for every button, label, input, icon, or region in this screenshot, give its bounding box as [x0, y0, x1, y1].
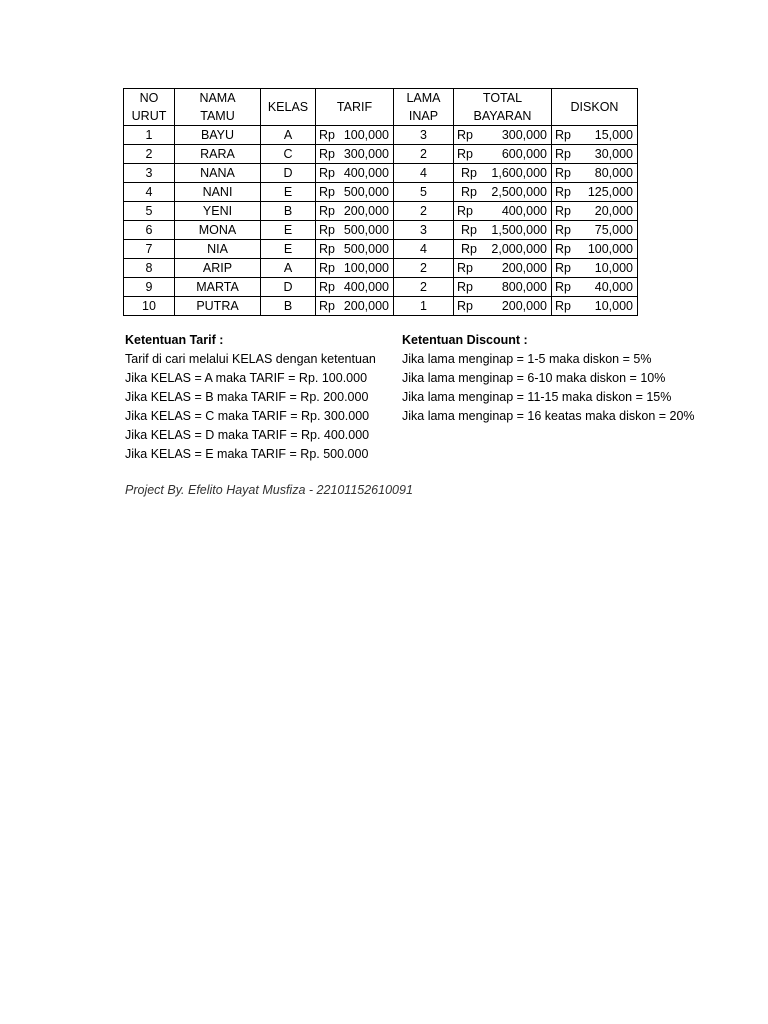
cell-total-bayaran	[454, 126, 552, 145]
cell-total-bayaran	[454, 240, 552, 259]
tarif-rule-line: Jika KELAS = B maka TARIF = Rp. 200.000	[125, 390, 369, 404]
currency-label: Rp	[555, 128, 571, 142]
table-row	[124, 126, 638, 145]
currency-label: Rp	[319, 261, 335, 275]
cell-diskon	[552, 259, 638, 278]
cell-no-urut: 9	[124, 278, 175, 297]
project-credit: Project By. Efelito Hayat Musfiza - 22101152610091	[125, 483, 413, 497]
cell-nama-tamu: BAYU	[175, 126, 261, 145]
cell-no-urut: 10	[124, 297, 175, 316]
header-total-line2: BAYARAN	[473, 109, 532, 123]
header-tarif: TARIF	[316, 89, 394, 126]
currency-label: Rp	[319, 128, 335, 142]
discount-rules-heading: Ketentuan Discount :	[402, 333, 528, 347]
cell-no-urut: 6	[124, 221, 175, 240]
amount-value: 40,000	[594, 280, 633, 294]
cell-diskon	[552, 164, 638, 183]
cell-lama-inap: 2	[394, 259, 454, 278]
cell-total-bayaran	[454, 278, 552, 297]
cell-nama-tamu: YENI	[175, 202, 261, 221]
currency-label: Rp	[457, 204, 473, 218]
table-row	[124, 221, 638, 240]
currency-label: Rp	[555, 280, 571, 294]
cell-diskon	[552, 126, 638, 145]
table-row	[124, 183, 638, 202]
cell-no-urut: 4	[124, 183, 175, 202]
currency-label: Rp	[461, 223, 477, 237]
cell-no-urut: 5	[124, 202, 175, 221]
cell-lama-inap: 2	[394, 145, 454, 164]
cell-diskon	[552, 297, 638, 316]
cell-lama-inap: 3	[394, 221, 454, 240]
amount-value: 2,500,000	[491, 185, 547, 199]
amount-value: 500,000	[343, 242, 389, 256]
header-nama-line1: NAMA	[199, 91, 236, 105]
cell-kelas: B	[261, 297, 316, 316]
table-row	[124, 145, 638, 164]
table-row	[124, 240, 638, 259]
cell-kelas: E	[261, 221, 316, 240]
cell-no-urut: 2	[124, 145, 175, 164]
discount-rule-line: Jika lama menginap = 6-10 maka diskon = 10%	[402, 371, 666, 385]
currency-label: Rp	[461, 166, 477, 180]
amount-value: 100,000	[587, 242, 633, 256]
cell-tarif	[316, 221, 394, 240]
discount-rule-line: Jika lama menginap = 11-15 maka diskon = 15%	[402, 390, 672, 404]
currency-label: Rp	[319, 242, 335, 256]
table-row	[124, 297, 638, 316]
tarif-rules	[125, 331, 376, 464]
currency-label: Rp	[555, 204, 571, 218]
currency-label: Rp	[319, 147, 335, 161]
cell-lama-inap: 2	[394, 278, 454, 297]
cell-diskon	[552, 145, 638, 164]
discount-rule-line: Jika lama menginap = 1-5 maka diskon = 5%	[402, 352, 652, 366]
cell-diskon	[552, 240, 638, 259]
amount-value: 300,000	[343, 147, 389, 161]
tarif-rule-line: Jika KELAS = C maka TARIF = Rp. 300.000	[125, 409, 370, 423]
amount-value: 15,000	[594, 128, 633, 142]
cell-diskon	[552, 278, 638, 297]
currency-label: Rp	[319, 185, 335, 199]
amount-value: 300,000	[501, 128, 547, 142]
cell-tarif	[316, 183, 394, 202]
cell-total-bayaran	[454, 259, 552, 278]
currency-label: Rp	[319, 299, 335, 313]
cell-total-bayaran	[454, 145, 552, 164]
cell-kelas: A	[261, 259, 316, 278]
currency-label: Rp	[555, 261, 571, 275]
amount-value: 100,000	[343, 261, 389, 275]
tarif-rule-line: Jika KELAS = A maka TARIF = Rp. 100.000	[125, 371, 368, 385]
guest-billing-table	[123, 88, 638, 316]
header-kelas: KELAS	[261, 89, 316, 126]
cell-tarif	[316, 297, 394, 316]
currency-label: Rp	[555, 147, 571, 161]
amount-value: 20,000	[594, 204, 633, 218]
tarif-rule-line: Jika KELAS = D maka TARIF = Rp. 400.000	[125, 428, 370, 442]
cell-tarif	[316, 259, 394, 278]
currency-label: Rp	[555, 242, 571, 256]
cell-diskon	[552, 183, 638, 202]
amount-value: 400,000	[501, 204, 547, 218]
cell-no-urut: 8	[124, 259, 175, 278]
table-row	[124, 164, 638, 183]
cell-kelas: C	[261, 145, 316, 164]
currency-label: Rp	[319, 166, 335, 180]
cell-nama-tamu: RARA	[175, 145, 261, 164]
currency-label: Rp	[319, 280, 335, 294]
amount-value: 600,000	[501, 147, 547, 161]
amount-value: 1,500,000	[491, 223, 547, 237]
cell-lama-inap: 2	[394, 202, 454, 221]
tarif-rule-line: Jika KELAS = E maka TARIF = Rp. 500.000	[125, 447, 369, 461]
amount-value: 75,000	[594, 223, 633, 237]
tarif-rule-line: Tarif di cari melalui KELAS dengan ketentuan	[125, 352, 376, 366]
currency-label: Rp	[457, 128, 473, 142]
currency-label: Rp	[555, 299, 571, 313]
amount-value: 200,000	[501, 299, 547, 313]
discount-rules	[402, 331, 695, 426]
currency-label: Rp	[555, 166, 571, 180]
amount-value: 400,000	[343, 280, 389, 294]
table-body	[124, 126, 638, 316]
currency-label: Rp	[457, 147, 473, 161]
currency-label: Rp	[461, 185, 477, 199]
cell-lama-inap: 4	[394, 240, 454, 259]
header-lama-inap	[394, 89, 454, 126]
amount-value: 200,000	[343, 299, 389, 313]
cell-nama-tamu: ARIP	[175, 259, 261, 278]
currency-label: Rp	[555, 185, 571, 199]
cell-total-bayaran	[454, 202, 552, 221]
cell-nama-tamu: PUTRA	[175, 297, 261, 316]
cell-total-bayaran	[454, 297, 552, 316]
cell-total-bayaran	[454, 164, 552, 183]
cell-nama-tamu: MARTA	[175, 278, 261, 297]
cell-nama-tamu: NANA	[175, 164, 261, 183]
amount-value: 200,000	[501, 261, 547, 275]
cell-tarif	[316, 278, 394, 297]
amount-value: 10,000	[594, 299, 633, 313]
table-row	[124, 202, 638, 221]
cell-tarif	[316, 164, 394, 183]
amount-value: 80,000	[594, 166, 633, 180]
currency-label: Rp	[319, 204, 335, 218]
header-total-line1: TOTAL	[482, 91, 523, 105]
header-lama-line1: LAMA	[406, 91, 441, 105]
amount-value: 500,000	[343, 223, 389, 237]
table-row	[124, 278, 638, 297]
cell-diskon	[552, 202, 638, 221]
cell-kelas: E	[261, 240, 316, 259]
cell-nama-tamu: NIA	[175, 240, 261, 259]
header-nama-tamu	[175, 89, 261, 126]
discount-rule-line: Jika lama menginap = 16 keatas maka diskon = 20%	[402, 409, 695, 423]
amount-value: 2,000,000	[491, 242, 547, 256]
cell-no-urut: 1	[124, 126, 175, 145]
tarif-rules-heading: Ketentuan Tarif :	[125, 333, 224, 347]
amount-value: 1,600,000	[491, 166, 547, 180]
cell-tarif	[316, 145, 394, 164]
cell-nama-tamu: MONA	[175, 221, 261, 240]
header-no-line2: URUT	[131, 109, 167, 123]
amount-value: 400,000	[343, 166, 389, 180]
amount-value: 800,000	[501, 280, 547, 294]
cell-no-urut: 3	[124, 164, 175, 183]
cell-kelas: A	[261, 126, 316, 145]
cell-lama-inap: 4	[394, 164, 454, 183]
header-no-line1: NO	[139, 91, 159, 105]
cell-tarif	[316, 126, 394, 145]
currency-label: Rp	[457, 299, 473, 313]
cell-diskon	[552, 221, 638, 240]
cell-tarif	[316, 240, 394, 259]
currency-label: Rp	[457, 261, 473, 275]
cell-lama-inap: 1	[394, 297, 454, 316]
cell-total-bayaran	[454, 183, 552, 202]
currency-label: Rp	[319, 223, 335, 237]
amount-value: 200,000	[343, 204, 389, 218]
table-row	[124, 259, 638, 278]
amount-value: 30,000	[594, 147, 633, 161]
cell-tarif	[316, 202, 394, 221]
amount-value: 125,000	[587, 185, 633, 199]
cell-no-urut: 7	[124, 240, 175, 259]
header-row	[124, 89, 638, 126]
currency-label: Rp	[555, 223, 571, 237]
header-nama-line2: TAMU	[200, 109, 235, 123]
cell-lama-inap: 3	[394, 126, 454, 145]
amount-value: 10,000	[594, 261, 633, 275]
amount-value: 100,000	[343, 128, 389, 142]
cell-nama-tamu: NANI	[175, 183, 261, 202]
cell-lama-inap: 5	[394, 183, 454, 202]
header-lama-line2: INAP	[408, 109, 439, 123]
header-diskon: DISKON	[552, 89, 638, 126]
cell-kelas: E	[261, 183, 316, 202]
amount-value: 500,000	[343, 185, 389, 199]
cell-kelas: D	[261, 164, 316, 183]
header-no-urut	[124, 89, 175, 126]
cell-total-bayaran	[454, 221, 552, 240]
currency-label: Rp	[461, 242, 477, 256]
header-total-bayaran	[454, 89, 552, 126]
cell-kelas: B	[261, 202, 316, 221]
cell-kelas: D	[261, 278, 316, 297]
currency-label: Rp	[457, 280, 473, 294]
